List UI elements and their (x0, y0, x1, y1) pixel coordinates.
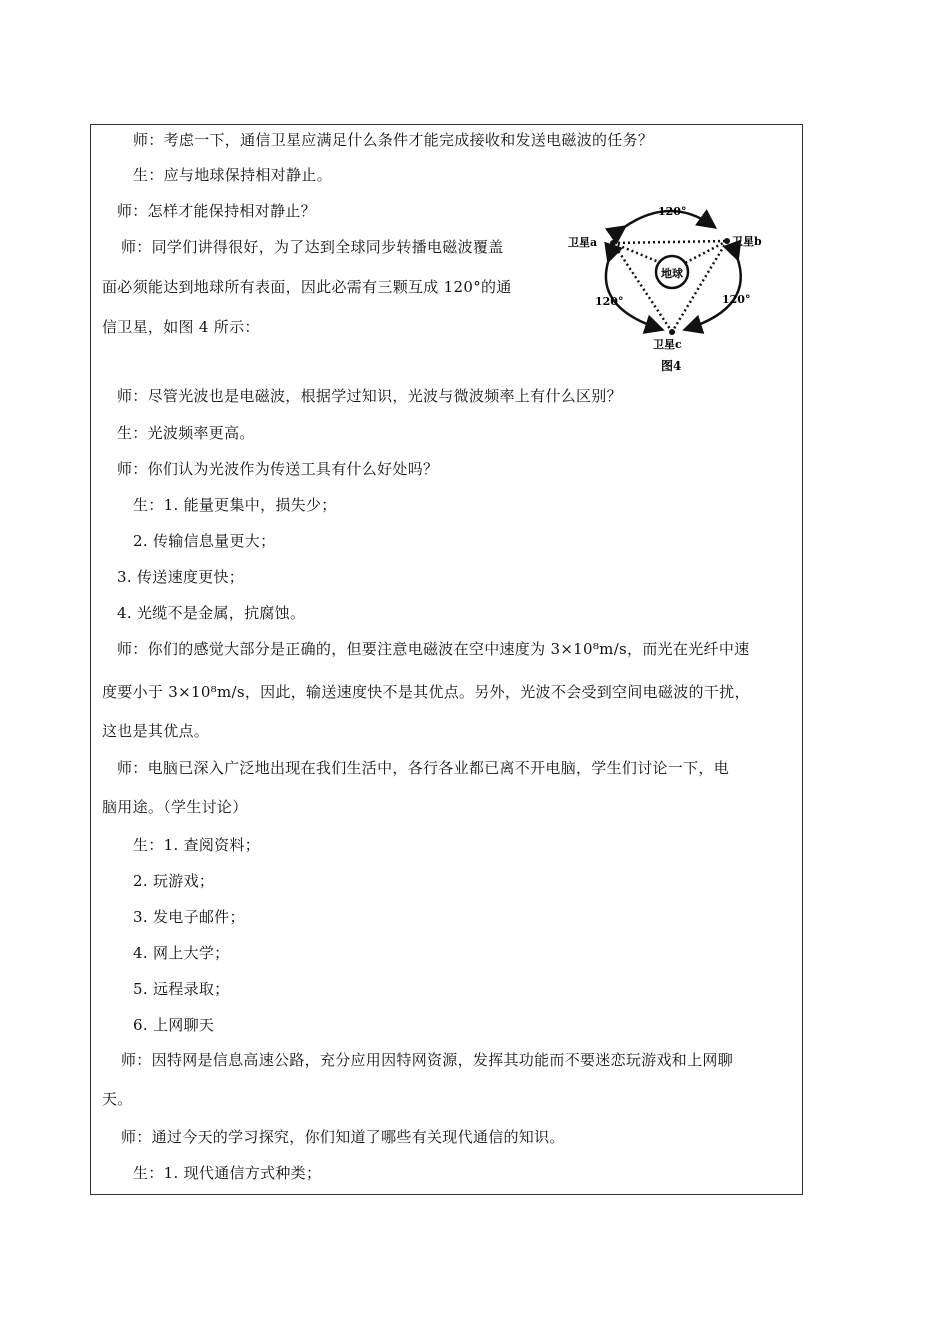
link-a-earth (613, 243, 661, 263)
text-line: 3. 传送速度更快； (117, 568, 245, 586)
satellite-a-icon (610, 240, 616, 246)
text-line: 生：1. 查阅资料； (133, 836, 261, 854)
text-line: 天。 (102, 1090, 133, 1108)
text-line: 师：考虑一下，通信卫星应满足什么条件才能完成接收和发送电磁波的任务？ (133, 131, 654, 149)
text-line: 生：1. 能量更集中，损失少； (133, 496, 337, 514)
text-line: 师：电脑已深入广泛地出现在我们生活中，各行各业都已离不开电脑，学生们讨论一下，电 (117, 759, 730, 777)
text-line: 师：通过今天的学习探究，你们知道了哪些有关现代通信的知识。 (121, 1128, 565, 1146)
text-line: 4. 光缆不是金属，抗腐蚀。 (117, 604, 306, 622)
text-line: 度要小于 3×10⁸m/s，因此，输送速度快不是其优点。另外，光波不会受到空间电磁波的干扰， (102, 683, 750, 701)
text-line: 2. 玩游戏； (133, 872, 215, 890)
link-b-earth (685, 241, 727, 263)
text-line: 3. 发电子邮件； (133, 908, 245, 926)
text-line: 这也是其优点。 (102, 722, 210, 740)
arrow-left (606, 259, 660, 329)
text-line: 4. 网上大学； (133, 944, 230, 962)
satellite-diagram (565, 195, 780, 380)
angle-right-label: 120° (722, 293, 751, 306)
satellite-a-label: 卫星a (568, 236, 598, 249)
angle-top-label: 120° (658, 205, 687, 218)
link-a-b (613, 241, 727, 243)
text-line: 师：尽管光波也是电磁波，根据学过知识，光波与微波频率上有什么区别？ (117, 387, 622, 405)
satellite-c-label: 卫星c (653, 338, 682, 351)
earth-label: 地球 (661, 267, 683, 280)
text-line: 生：光波频率更高。 (117, 424, 255, 442)
text-line: 面必须能达到地球所有表面，因此必需有三颗互成 120°的通 (102, 278, 512, 296)
satellite-b-icon (724, 238, 730, 244)
text-line: 脑用途。（学生讨论） (102, 798, 248, 816)
text-line: 师：你们认为光波作为传送工具有什么好处吗？ (117, 460, 439, 478)
text-line: 生：应与地球保持相对静止。 (133, 166, 332, 184)
text-line: 师：你们的感觉大部分是正确的，但要注意电磁波在空中速度为 3×10⁸m/s，而光在光纤中速 (117, 640, 750, 658)
text-line: 6. 上网聊天 (133, 1016, 215, 1034)
angle-left-label: 120° (595, 295, 624, 308)
satellite-b-label: 卫星b (732, 235, 762, 248)
text-line: 5. 远程录取； (133, 980, 230, 998)
satellite-c-icon (669, 329, 675, 335)
text-line: 师：同学们讲得很好，为了达到全球同步转播电磁波覆盖 (121, 238, 504, 256)
text-line: 师：因特网是信息高速公路，充分应用因特网资源，发挥其功能而不要迷恋玩游戏和上网聊 (121, 1051, 734, 1069)
figure-caption: 图4 (661, 359, 682, 373)
link-a-c (613, 243, 672, 332)
text-line: 2. 传输信息量更大； (133, 532, 276, 550)
text-line: 生：1. 现代通信方式种类； (133, 1164, 322, 1182)
text-line: 师：怎样才能保持相对静止？ (117, 202, 316, 220)
text-line: 信卫星，如图 4 所示： (102, 318, 260, 336)
